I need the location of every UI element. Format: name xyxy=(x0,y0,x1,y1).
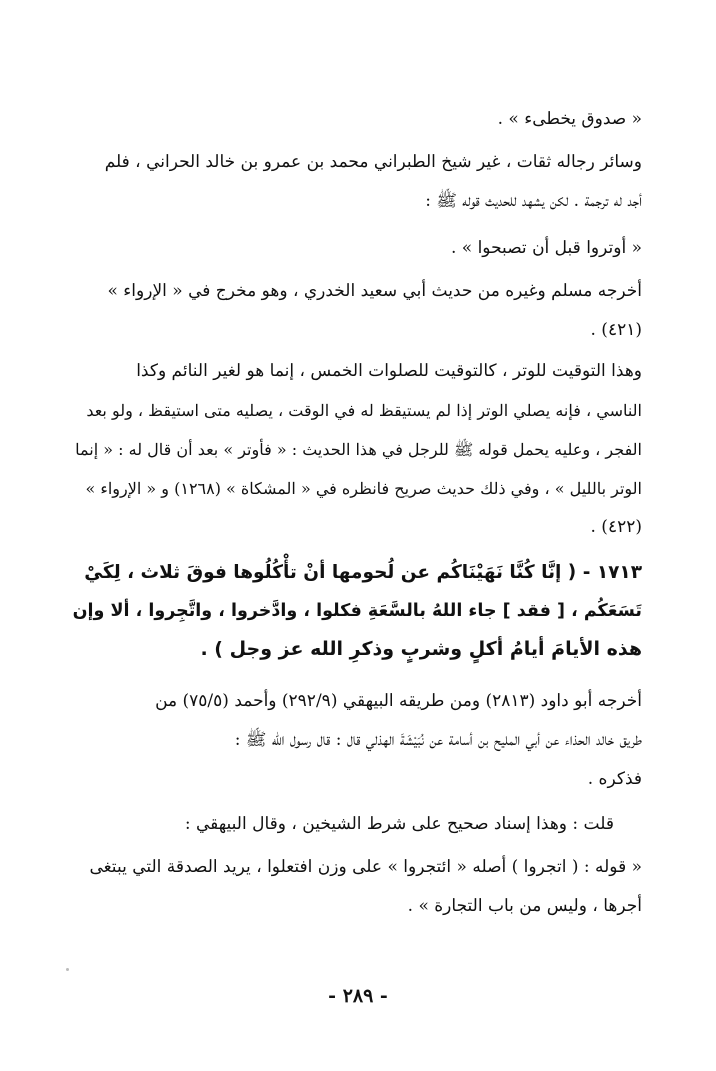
text-line: « قوله : ( اتجروا ) أصله « ائتجروا » على وزن افتعلوا ، يريد الصدقة التي يبتغى xyxy=(89,857,642,877)
text-line: الناسي ، فإنه يصلي الوتر إذا لم يستيقظ له في الوقت ، يصليه متى استيقظ ، ولو بعد xyxy=(86,401,642,420)
takhrij-paragraph xyxy=(72,272,642,350)
text-line: هذه الأيامَ أيامُ أكلٍ وشربٍ وذكرِ الله عز وجل ) . xyxy=(200,638,642,660)
commentary-paragraph xyxy=(72,352,642,547)
text-line: « صدوق يخطىء » . xyxy=(497,109,642,129)
scan-speck xyxy=(66,968,69,971)
text-line: طريق خالد الحذاء عن أبي المليح بن أسامة عن نُبَيْشَةَ الهذلي قال : قال رسول الله ﷺ : xyxy=(234,730,642,750)
text-line: وهذا التوقيت للوتر ، كالتوقيت للصلوات الخمس ، إنما هو لغير النائم وكذا xyxy=(136,361,642,381)
takhrij-paragraph xyxy=(72,682,642,799)
text-line: تَسَعَكُم ، [ فقد ] جاء اللهُ بالسَّعَةِ فكلوا ، وادَّخروا ، واتَّجِروا ، ألا وإن xyxy=(72,601,642,621)
text-line: أخرجه أبو داود (٢٨١٣) ومن طريقه البيهقي (٢٩٢/٩) وأحمد (٧٥/٥) من xyxy=(155,691,642,711)
text-line: فذكره . xyxy=(587,769,642,789)
narrators-paragraph xyxy=(72,143,642,221)
text-line: « أوتروا قبل أن تصبحوا » . xyxy=(450,238,642,258)
text-line: قلت : وهذا إسناد صحيح على شرط الشيخين ، وقال البيهقي : xyxy=(184,814,614,834)
quote-line xyxy=(72,229,642,268)
text-line: أجد له ترجمة . لكن يشهد للحديث قوله ﷺ : xyxy=(425,191,642,211)
text-line: (٤٢١) . xyxy=(590,320,642,340)
text-line: ١٧١٣ - ( إنَّا كُنَّا نَهَيْنَاكُم عن لُحومها أنْ تأْكُلُوها فوقَ ثلاث ، لِكَيْ xyxy=(84,562,642,583)
hadith-text xyxy=(72,554,642,668)
bayhaqi-quote xyxy=(72,848,642,926)
page-number: - ٢٨٩ - xyxy=(328,985,388,1007)
text-line: أخرجه مسلم وغيره من حديث أبي سعيد الخدري ، وهو مخرج في « الإرواء » xyxy=(107,281,642,301)
text-line: أجرها ، وليس من باب التجارة » . xyxy=(407,896,642,916)
text-line: الفجر ، وعليه يحمل قوله ﷺ للرجل في هذا الحديث : « فأوتر » بعد أن قال له : « إنما xyxy=(75,440,642,459)
text-line: (٤٢٢) . xyxy=(590,517,642,537)
text-line: الوتر بالليل » ، وفي ذلك حديث صريح فانظره في « المشكاة » (١٢٦٨) و « الإرواء » xyxy=(85,479,642,498)
quote-line xyxy=(72,100,642,139)
author-note xyxy=(72,805,642,844)
text-line: وسائر رجاله ثقات ، غير شيخ الطبراني محمد بن عمرو بن خالد الحراني ، فلم xyxy=(104,152,642,172)
